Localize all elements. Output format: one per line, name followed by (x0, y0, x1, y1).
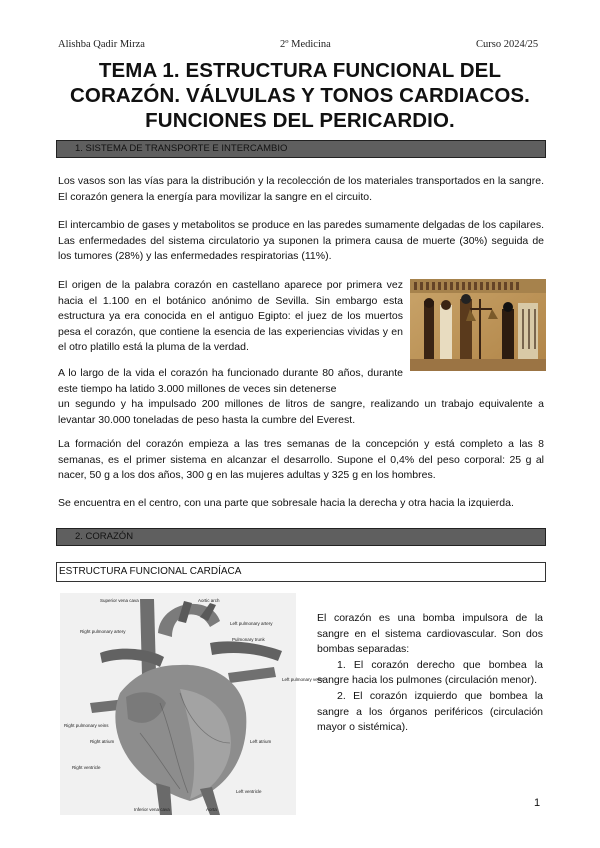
heart-anatomy-diagram (60, 593, 324, 815)
title-line-3: FUNCIONES DEL PERICARDIO. (145, 109, 455, 132)
document-title (40, 58, 560, 133)
header-year: Curso 2024/25 (476, 39, 539, 50)
pump-list-item-left: 2. El corazón izquierdo que bombea la sangre a los órganos periféricos (circulación mayor o sistémica). (317, 689, 543, 734)
pump-list (317, 658, 543, 736)
heart-intro: El corazón es una bomba impulsora de la sangre en el sistema cardiovascular. Son dos bombas separadas: (317, 612, 543, 656)
label-right-pa: Right pulmonary artery (80, 629, 126, 634)
heart-description (317, 611, 543, 736)
label-right-atrium: Right atrium (90, 739, 115, 744)
subsection-heading: ESTRUCTURA FUNCIONAL CARDÍACA (56, 562, 546, 582)
label-right-ventricle: Right ventricle (72, 765, 101, 770)
paragraph-position: Se encuentra en el centro, con una parte que sobresale hacia la derecha y otra hacia la izquierda. (58, 497, 514, 509)
label-aortic-arch: Aortic arch (198, 598, 220, 603)
title-line-1: TEMA 1. ESTRUCTURA FUNCIONAL DEL (98, 59, 502, 82)
label-right-pv: Right pulmonary veins (64, 723, 109, 728)
label-pulm-trunk: Pulmonary trunk (232, 637, 265, 642)
section-1-heading (56, 140, 546, 158)
label-svc: Superior vena cava (100, 598, 139, 603)
pump-list-item-right: 1. El corazón derecho que bombea la sangre hacia los pulmones (circulación menor). (317, 658, 543, 687)
paragraph-lifetime-a: A lo largo de la vida el corazón ha funcionado durante 80 años, durante este tiempo ha latido 3.000 millones de veces sin detenerse (58, 367, 403, 395)
header-course: 2º Medicina (280, 39, 331, 50)
title-line-2: CORAZÓN. VÁLVULAS Y TONOS CARDIACOS. (70, 84, 530, 107)
page-number: 1 (534, 797, 541, 809)
label-left-ventricle: Left ventricle (236, 789, 262, 794)
section-2-heading-text: 2. CORAZÓN (75, 531, 134, 542)
paragraph-formation: La formación del corazón empieza a las tres semanas de la concepción y está completo a las 8 semanas, es el primer sistema en alcanzar el desarrollo. Supone el 0,4% del peso corporal: 25 g al nacer, 50 g a los dos años, 300 g en las mujeres adultas y 325 g en los hombres. (58, 438, 544, 482)
paragraph-exchange: El intercambio de gases y metabolitos se produce en las paredes sumamente delgadas de los capilares. Las enfermedades del sistema circulatorio ya suponen la primera causa de muerte (30%) seguida de los tumores (28%) y las enfermedades respiratorias (11%). (58, 219, 544, 263)
section-1-heading-text: 1. SISTEMA DE TRANSPORTE E INTERCAMBIO (75, 143, 288, 154)
label-left-pv: Left pulmonary veins (282, 677, 324, 682)
label-ivc: Inferior vena cava (134, 807, 170, 812)
paragraph-origin: El origen de la palabra corazón en castellano aparece por primera vez hacia el 1.100 en el botánico anónimo de Sevilla. Sin embargo esta estructura ya era conocida en el antiguo Egipto: el juez de los muertos pesa el corazón, que contiene la esencia de las experiencias vividas y en el otro platillo está la pluma de la verdad. (58, 279, 403, 354)
header-author: Alishba Qadir Mirza (58, 39, 145, 50)
label-aorta: Aorta (206, 807, 217, 812)
paragraph-lifetime-b: un segundo y ha impulsado 200 millones de litros de sangre, realizando un trabajo equivalente a levantar 30.000 toneladas de peso hasta la cumbre del Everest. (58, 398, 544, 426)
section-2-heading (56, 528, 546, 546)
label-left-atrium: Left atrium (250, 739, 272, 744)
label-left-pa: Left pulmonary artery (230, 621, 273, 626)
egyptian-papyrus-image (410, 279, 546, 371)
paragraph-vessels: Los vasos son las vías para la distribución y la recolección de los materiales transportados en la sangre. El corazón genera la energía para movilizar la sangre en el circuito. (58, 175, 544, 203)
